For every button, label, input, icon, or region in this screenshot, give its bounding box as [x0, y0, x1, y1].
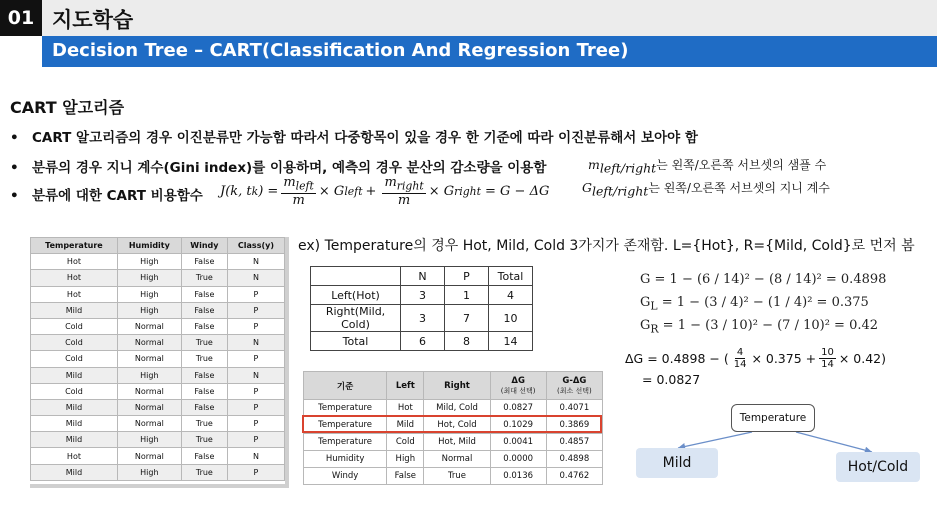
gini-right-rest: = 1 − (3 / 10)² − (7 / 10)² = 0.42	[658, 318, 879, 333]
gain-header-label: G-ΔG	[562, 375, 587, 386]
table-row	[304, 400, 603, 417]
note-text: 는 왼쪽/오른쪽 서브셋의 지니 계수	[648, 181, 830, 195]
table-cell: False	[181, 302, 227, 318]
bullet-binary-split	[10, 126, 698, 146]
table-row	[304, 434, 603, 451]
delta-f1-den: 14	[733, 359, 747, 370]
delta-prefix: ΔG = 0.4898 − (	[625, 351, 729, 366]
table-cell: Normal	[424, 451, 490, 468]
gain-header	[304, 372, 387, 400]
table-cell: N	[227, 367, 284, 383]
count-header	[311, 267, 401, 286]
count-cell: 3	[401, 305, 445, 332]
note-text: 는 왼쪽/오른쪽 서브셋의 샘플 수	[656, 158, 827, 172]
table-cell: Normal	[117, 383, 181, 399]
bullet-dot: •	[10, 160, 19, 176]
count-cell: 1	[445, 286, 489, 305]
table-cell: False	[181, 286, 227, 302]
table-cell: True	[181, 270, 227, 286]
table-cell: Humidity	[304, 451, 387, 468]
table-cell: True	[181, 464, 227, 480]
formula-lhs-sub: k	[251, 185, 259, 199]
count-cell: 6	[401, 332, 445, 351]
gain-header-label: Left	[395, 380, 415, 391]
table-cell: Cold	[387, 434, 424, 451]
table-row	[31, 254, 285, 270]
subtitle: Decision Tree – CART(Classification And Regression Tree)	[52, 40, 629, 61]
table-cell: Normal	[117, 399, 181, 415]
table-cell: N	[227, 254, 284, 270]
table-shadow	[30, 484, 289, 488]
table-cell: 0.4857	[546, 434, 602, 451]
table-cell: Mild	[31, 367, 118, 383]
gain-header	[387, 372, 424, 400]
gain-header	[546, 372, 602, 400]
table-row	[31, 448, 285, 464]
count-cell: 4	[489, 286, 533, 305]
note-symbol: G	[582, 180, 592, 195]
table-cell: Mild, Cold	[424, 400, 490, 417]
cart-heading: CART 알고리즘	[10, 98, 125, 117]
table-cell: Mild	[387, 417, 424, 434]
bullet-cost-function	[10, 184, 203, 204]
table-cell: Temperature	[304, 434, 387, 451]
training-data-table	[30, 237, 285, 481]
table-cell: Hot	[31, 254, 118, 270]
table-cell: P	[227, 318, 284, 334]
table-row	[31, 464, 285, 480]
table-cell: Temperature	[304, 400, 387, 417]
table-cell: Mild	[31, 416, 118, 432]
bullet-text: 분류에 대한 CART 비용함수	[32, 188, 203, 204]
table-cell: Hot	[387, 400, 424, 417]
table-cell: N	[227, 448, 284, 464]
table-cell: 0.4762	[546, 468, 602, 485]
fraction-left-den: m	[292, 192, 305, 208]
count-cell: Left(Hot)	[311, 286, 401, 305]
m-right: m	[384, 175, 397, 190]
table-shadow	[285, 237, 289, 484]
gini-left-sub: L	[650, 299, 658, 313]
bullet-dot: •	[10, 188, 19, 204]
m-right-sub: right	[396, 179, 424, 193]
col-header: Windy	[181, 238, 227, 254]
table-cell: Hot, Mild	[424, 434, 490, 451]
table-cell: N	[227, 335, 284, 351]
table-cell: N	[227, 270, 284, 286]
table-cell: 0.0136	[490, 468, 546, 485]
g-left-sub: left	[344, 185, 363, 199]
note-sample-count	[588, 156, 826, 175]
table-cell: Mild	[31, 464, 118, 480]
table-cell: P	[227, 432, 284, 448]
table-cell: Windy	[304, 468, 387, 485]
gain-header-note: (최소 선택)	[557, 386, 592, 395]
table-cell: False	[181, 367, 227, 383]
delta-f1-num: 4	[736, 347, 744, 358]
table-cell: True	[181, 351, 227, 367]
g-left: × G	[318, 184, 345, 200]
delta-mid: × 0.375 +	[751, 351, 817, 366]
bullet-gini	[10, 156, 546, 176]
gain-header-label: 기준	[336, 381, 354, 392]
delta-f2-num: 10	[821, 347, 834, 358]
table-cell: High	[117, 432, 181, 448]
formula-tail: = G − ΔG	[485, 184, 550, 200]
gain-header-note: (최대 선택)	[500, 386, 536, 395]
table-cell: Cold	[31, 318, 118, 334]
table-cell: True	[424, 468, 490, 485]
m-left-sub: left	[295, 179, 314, 193]
table-cell: Mild	[31, 399, 118, 415]
fraction-right-den: m	[397, 192, 411, 208]
tree-right-node: Hot/Cold	[836, 452, 920, 482]
edge-right	[796, 432, 872, 452]
gain-header	[490, 372, 546, 400]
section-title: 지도학습	[52, 8, 134, 32]
table-row	[31, 351, 285, 367]
table-row	[31, 416, 285, 432]
table-cell: P	[227, 351, 284, 367]
table-cell: True	[181, 335, 227, 351]
fraction-left	[281, 176, 316, 208]
table-cell: High	[117, 367, 181, 383]
table-row	[31, 318, 285, 334]
gain-header	[424, 372, 490, 400]
gini-right-symbol: G	[640, 318, 651, 333]
section-number: 01	[0, 0, 42, 36]
table-cell: True	[181, 416, 227, 432]
table-cell: Cold	[31, 383, 118, 399]
table-cell: High	[117, 254, 181, 270]
formula-lhs-close: ) =	[258, 184, 279, 200]
table-row	[31, 432, 285, 448]
delta-fraction-1	[732, 347, 749, 370]
table-cell: Hot, Cold	[424, 417, 490, 434]
table-row	[304, 417, 603, 434]
tree-root-node: Temperature	[731, 404, 815, 432]
table-cell: Cold	[31, 335, 118, 351]
table-cell: High	[117, 302, 181, 318]
table-cell: Normal	[117, 416, 181, 432]
table-cell: P	[227, 399, 284, 415]
col-header: Class(y)	[227, 238, 284, 254]
g-right-sub: right	[454, 185, 482, 199]
table-cell: 0.0041	[490, 434, 546, 451]
table-cell: 0.0827	[490, 400, 546, 417]
table-cell: 0.1029	[490, 417, 546, 434]
table-cell: P	[227, 302, 284, 318]
count-cell: 7	[445, 305, 489, 332]
note-symbol-sub: left/right	[592, 183, 649, 199]
table-cell: High	[117, 464, 181, 480]
count-header: N	[401, 267, 445, 286]
subtitle-bar	[42, 36, 937, 67]
g-right: × G	[428, 184, 455, 200]
table-cell: Normal	[117, 335, 181, 351]
edge-left	[678, 432, 752, 448]
m-left: m	[283, 175, 296, 190]
gain-header-label: Right	[444, 380, 470, 391]
gain-table	[303, 371, 603, 485]
gini-right-sub: R	[650, 322, 659, 336]
fraction-right	[382, 176, 425, 208]
table-cell: Hot	[31, 270, 118, 286]
table-row	[304, 451, 603, 468]
table-cell: Mild	[31, 432, 118, 448]
bullet-text: CART 알고리즘의 경우 이진분류만 가능함 따라서 다중항목이 있을 경우 한 기준에 따라 이진분류해서 보아야 함	[32, 130, 698, 146]
col-header: Temperature	[31, 238, 118, 254]
count-cell: 14	[489, 332, 533, 351]
table-row	[31, 302, 285, 318]
table-cell: True	[181, 432, 227, 448]
header-top-band	[0, 0, 937, 36]
table-cell: P	[227, 383, 284, 399]
table-row	[31, 270, 285, 286]
table-cell: Normal	[117, 448, 181, 464]
table-cell: False	[181, 254, 227, 270]
count-cell: 3	[401, 286, 445, 305]
note-gini-coefficient	[582, 179, 830, 198]
count-cell: 10	[489, 305, 533, 332]
col-header: Humidity	[117, 238, 181, 254]
table-cell: P	[227, 464, 284, 480]
gini-left-symbol: G	[640, 295, 651, 310]
table-row	[31, 286, 285, 302]
cost-function-formula	[220, 176, 549, 208]
gini-right	[640, 318, 878, 336]
table-cell: Hot	[31, 448, 118, 464]
table-cell: 0.0000	[490, 451, 546, 468]
gain-header-label: ΔG	[511, 375, 525, 386]
table-cell: False	[181, 399, 227, 415]
table-cell: 0.4898	[546, 451, 602, 468]
table-cell: Hot	[31, 286, 118, 302]
table-cell: P	[227, 416, 284, 432]
delta-f2-den: 14	[821, 359, 834, 370]
table-row	[31, 335, 285, 351]
count-cell: Total	[311, 332, 401, 351]
table-cell: Normal	[117, 318, 181, 334]
note-symbol: m	[588, 157, 600, 172]
count-cell: Right(Mild, Cold)	[311, 305, 401, 332]
table-cell: High	[387, 451, 424, 468]
note-symbol-sub: left/right	[599, 160, 657, 176]
table-row	[31, 399, 285, 415]
count-table	[310, 266, 533, 351]
count-header: Total	[489, 267, 533, 286]
table-cell: Normal	[117, 351, 181, 367]
table-cell: False	[181, 383, 227, 399]
count-header: P	[445, 267, 489, 286]
bullet-text: 분류의 경우 지니 계수(Gini index)를 이용하며, 예측의 경우 분산의 감소량을 이용함	[32, 160, 547, 176]
table-cell: Temperature	[304, 417, 387, 434]
table-cell: False	[181, 318, 227, 334]
count-cell: 8	[445, 332, 489, 351]
table-cell: False	[181, 448, 227, 464]
table-cell: High	[117, 286, 181, 302]
table-cell: 0.4071	[546, 400, 602, 417]
delta-fraction-2	[819, 347, 836, 370]
table-row	[31, 383, 285, 399]
table-cell: P	[227, 286, 284, 302]
table-row	[31, 367, 285, 383]
table-cell: Mild	[31, 302, 118, 318]
formula-lhs: J(k, t	[220, 184, 252, 200]
tree-left-node: Mild	[636, 448, 718, 478]
delta-g-equation	[625, 347, 886, 370]
gini-left	[640, 295, 869, 313]
table-cell: False	[387, 468, 424, 485]
table-row	[304, 468, 603, 485]
table-cell: Cold	[31, 351, 118, 367]
example-text: ex) Temperature의 경우 Hot, Mild, Cold 3가지가 존재함. L={Hot}, R={Mild, Cold}로 먼저 봄	[298, 238, 915, 254]
plus-sign: +	[365, 184, 377, 200]
table-cell: 0.3869	[546, 417, 602, 434]
table-cell: High	[117, 270, 181, 286]
delta-suffix: × 0.42)	[838, 351, 887, 366]
bullet-dot: •	[10, 130, 19, 146]
delta-g-result: = 0.0827	[642, 372, 701, 387]
gini-total: G = 1 − (6 / 14)² − (8 / 14)² = 0.4898	[640, 272, 887, 287]
gini-left-rest: = 1 − (3 / 4)² − (1 / 4)² = 0.375	[657, 295, 869, 310]
